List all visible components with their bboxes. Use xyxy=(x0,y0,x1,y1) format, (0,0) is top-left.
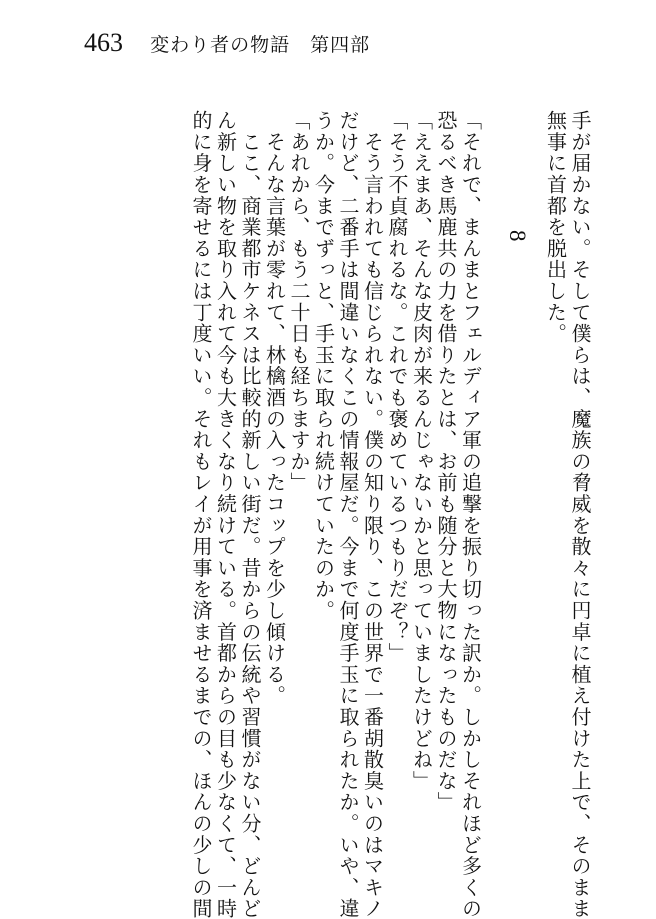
text-line: そう言われても信じられない。僕の知り限り、この世界で一番胡散臭いのはマキノ xyxy=(360,110,385,919)
text-line: ん新しい物を取り入れて今も大きくなり続けている。首都からの目も少なくて、一時 xyxy=(213,110,238,919)
text-line: だけど、二番手は間違いなくこの情報屋だ。今まで何度手玉に取られたか。いや、違 xyxy=(336,110,360,919)
text-line: 「それで、まんまとフェルディア軍の追撃を振り切った訳か。しかしそれほど多くの xyxy=(458,110,483,919)
page-header xyxy=(84,28,370,72)
text-line: そんな言葉が零れて、林檎酒の入ったコップを少し傾ける。 xyxy=(262,110,287,707)
section-number: 8 xyxy=(505,230,530,243)
text-line: 無事に首都を脱出した。 xyxy=(543,110,568,345)
page-number: 463 xyxy=(84,28,123,57)
text-line: 「あれから、もう二十日も経ちますか」 xyxy=(287,110,311,494)
text-line: ここ、商業都市ケネスは比較的新しい街だ。昔からの伝統や習慣がない分、どんど xyxy=(238,110,262,919)
text-line: うか。今までずっと、手玉に取られ続けていたのか。 xyxy=(311,110,336,622)
text-line: 恐るべき馬鹿共の力を借りたとは、お前も随分と大物になったものだな」 xyxy=(434,110,458,813)
running-title: 変わり者の物語 第四部 xyxy=(150,34,371,56)
text-line: 「そう不貞腐れるな。これでも褒めているつもりだぞ？」 xyxy=(385,110,409,664)
text-line: 的に身を寄せるには丁度いい。それもレイが用事を済ませるまでの、ほんの少しの間 xyxy=(189,110,213,919)
body-text xyxy=(62,110,592,919)
text-line: 「ええまあ、そんな皮肉が来るんじゃないかと思っていましたけどね」 xyxy=(409,110,434,792)
text-line: 手が届かない。そして僕らは、魔族の脅威を散々に円卓に植え付けた上で、そのまま xyxy=(568,110,592,919)
